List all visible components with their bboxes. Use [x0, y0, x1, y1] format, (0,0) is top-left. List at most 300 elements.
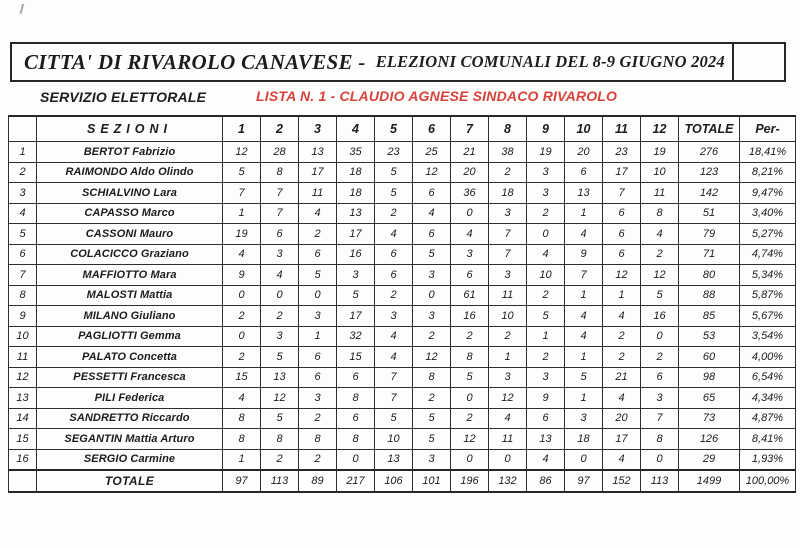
row-total: 60 [679, 347, 740, 368]
vote-count: 5 [299, 265, 337, 286]
vote-count: 3 [413, 306, 451, 327]
row-total: 80 [679, 265, 740, 286]
vote-count: 16 [641, 306, 679, 327]
vote-count: 8 [223, 429, 261, 450]
vote-count: 7 [641, 408, 679, 429]
vote-count: 15 [337, 347, 375, 368]
table-row [9, 347, 796, 368]
header-cell-section: 3 [299, 116, 337, 142]
vote-count: 8 [261, 162, 299, 183]
candidate-name: MAFFIOTTO Mara [37, 265, 223, 286]
vote-count: 12 [489, 388, 527, 409]
vote-count: 20 [603, 408, 641, 429]
vote-count: 5 [451, 367, 489, 388]
row-total: 79 [679, 224, 740, 245]
row-percent: 5,27% [740, 224, 796, 245]
vote-count: 4 [489, 408, 527, 429]
vote-count: 6 [413, 224, 451, 245]
vote-count: 4 [603, 449, 641, 470]
vote-count: 3 [527, 162, 565, 183]
vote-count: 36 [451, 183, 489, 204]
table-row [9, 244, 796, 265]
table-row [9, 203, 796, 224]
vote-count: 19 [527, 142, 565, 163]
vote-count: 13 [527, 429, 565, 450]
vote-count: 0 [527, 224, 565, 245]
row-number: 3 [9, 183, 37, 204]
vote-count: 5 [413, 429, 451, 450]
row-number: 6 [9, 244, 37, 265]
vote-count: 4 [223, 244, 261, 265]
row-number: 10 [9, 326, 37, 347]
total-empty-cell [9, 470, 37, 492]
vote-count: 4 [603, 388, 641, 409]
vote-count: 0 [261, 285, 299, 306]
vote-count: 35 [337, 142, 375, 163]
vote-count: 7 [261, 183, 299, 204]
vote-count: 7 [375, 388, 413, 409]
row-total: 29 [679, 449, 740, 470]
vote-count: 6 [527, 408, 565, 429]
table-row [9, 449, 796, 470]
vote-count: 2 [299, 224, 337, 245]
vote-count: 6 [337, 408, 375, 429]
vote-count: 3 [489, 367, 527, 388]
vote-count: 6 [603, 203, 641, 224]
total-vote-count: 132 [489, 470, 527, 492]
total-percent: 100,00% [740, 470, 796, 492]
row-percent: 4,87% [740, 408, 796, 429]
vote-count: 11 [489, 429, 527, 450]
vote-count: 2 [451, 326, 489, 347]
row-percent: 1,93% [740, 449, 796, 470]
candidate-name: SCHIALVINO Lara [37, 183, 223, 204]
vote-count: 5 [375, 183, 413, 204]
vote-count: 32 [337, 326, 375, 347]
vote-count: 61 [451, 285, 489, 306]
row-total: 53 [679, 326, 740, 347]
row-percent: 9,47% [740, 183, 796, 204]
vote-count: 4 [565, 224, 603, 245]
vote-count: 1 [299, 326, 337, 347]
table-row [9, 285, 796, 306]
row-total: 142 [679, 183, 740, 204]
total-vote-count: 217 [337, 470, 375, 492]
vote-count: 7 [261, 203, 299, 224]
total-vote-count: 97 [565, 470, 603, 492]
vote-count: 7 [223, 183, 261, 204]
header-cell-section: 9 [527, 116, 565, 142]
vote-count: 1 [223, 449, 261, 470]
table-row [9, 142, 796, 163]
vote-count: 10 [375, 429, 413, 450]
vote-count: 17 [337, 224, 375, 245]
candidate-name: SANDRETTO Riccardo [37, 408, 223, 429]
vote-count: 4 [641, 224, 679, 245]
vote-count: 2 [451, 408, 489, 429]
vote-count: 4 [527, 449, 565, 470]
vote-count: 20 [451, 162, 489, 183]
vote-count: 17 [603, 162, 641, 183]
header-cell-totale: TOTALE [679, 116, 740, 142]
vote-count: 0 [641, 326, 679, 347]
vote-count: 7 [489, 244, 527, 265]
vote-count: 5 [413, 244, 451, 265]
vote-count: 9 [527, 388, 565, 409]
vote-count: 2 [489, 326, 527, 347]
vote-count: 8 [299, 429, 337, 450]
row-percent: 5,67% [740, 306, 796, 327]
vote-count: 12 [261, 388, 299, 409]
vote-count: 2 [527, 203, 565, 224]
vote-count: 2 [261, 306, 299, 327]
row-percent: 4,34% [740, 388, 796, 409]
vote-count: 3 [299, 306, 337, 327]
vote-count: 1 [565, 285, 603, 306]
vote-count: 2 [603, 347, 641, 368]
row-number: 15 [9, 429, 37, 450]
table-header [9, 116, 796, 142]
candidate-name: COLACICCO Graziano [37, 244, 223, 265]
vote-count: 3 [261, 244, 299, 265]
vote-count: 0 [565, 449, 603, 470]
vote-count: 8 [337, 388, 375, 409]
candidate-name: SEGANTIN Mattia Arturo [37, 429, 223, 450]
vote-count: 2 [299, 449, 337, 470]
vote-count: 3 [337, 265, 375, 286]
vote-count: 19 [641, 142, 679, 163]
vote-count: 6 [413, 183, 451, 204]
total-vote-count: 152 [603, 470, 641, 492]
table-row [9, 326, 796, 347]
row-percent: 3,40% [740, 203, 796, 224]
vote-count: 5 [413, 408, 451, 429]
row-percent: 4,74% [740, 244, 796, 265]
total-vote-count: 101 [413, 470, 451, 492]
vote-count: 4 [261, 265, 299, 286]
vote-count: 7 [375, 367, 413, 388]
header-cell-section: 4 [337, 116, 375, 142]
table-row [9, 265, 796, 286]
vote-count: 2 [489, 162, 527, 183]
vote-count: 4 [451, 224, 489, 245]
table-row [9, 306, 796, 327]
vote-count: 9 [223, 265, 261, 286]
row-number: 7 [9, 265, 37, 286]
row-number: 12 [9, 367, 37, 388]
vote-count: 20 [565, 142, 603, 163]
vote-count: 23 [375, 142, 413, 163]
vote-count: 6 [299, 244, 337, 265]
vote-count: 2 [299, 408, 337, 429]
vote-count: 13 [565, 183, 603, 204]
vote-count: 18 [337, 183, 375, 204]
total-vote-count: 106 [375, 470, 413, 492]
vote-count: 1 [603, 285, 641, 306]
vote-count: 3 [413, 265, 451, 286]
vote-count: 6 [603, 244, 641, 265]
vote-count: 1 [565, 388, 603, 409]
vote-count: 5 [375, 162, 413, 183]
vote-count: 3 [451, 244, 489, 265]
vote-count: 4 [603, 306, 641, 327]
vote-count: 2 [527, 347, 565, 368]
table-row [9, 429, 796, 450]
vote-count: 19 [223, 224, 261, 245]
header-cell-section: 8 [489, 116, 527, 142]
vote-count: 12 [603, 265, 641, 286]
row-number: 5 [9, 224, 37, 245]
table-row [9, 408, 796, 429]
vote-count: 3 [261, 326, 299, 347]
row-number: 11 [9, 347, 37, 368]
vote-count: 21 [603, 367, 641, 388]
vote-count: 2 [223, 306, 261, 327]
header-cell-per: Per- [740, 116, 796, 142]
vote-count: 4 [565, 306, 603, 327]
title-spare-cell [732, 44, 784, 80]
vote-count: 8 [641, 429, 679, 450]
vote-count: 5 [527, 306, 565, 327]
vote-count: 8 [413, 367, 451, 388]
header-cell-sezioni: SEZIONI [37, 116, 223, 142]
vote-count: 2 [413, 326, 451, 347]
vote-count: 6 [299, 367, 337, 388]
results-tbody [9, 142, 796, 492]
vote-count: 1 [527, 326, 565, 347]
vote-count: 17 [299, 162, 337, 183]
total-vote-count: 196 [451, 470, 489, 492]
vote-count: 8 [337, 429, 375, 450]
vote-count: 1 [565, 203, 603, 224]
row-number: 9 [9, 306, 37, 327]
vote-count: 4 [375, 326, 413, 347]
vote-count: 2 [641, 347, 679, 368]
vote-count: 12 [641, 265, 679, 286]
header-cell-empty [9, 116, 37, 142]
vote-count: 9 [565, 244, 603, 265]
vote-count: 1 [565, 347, 603, 368]
total-vote-count: 86 [527, 470, 565, 492]
row-number: 1 [9, 142, 37, 163]
vote-count: 11 [489, 285, 527, 306]
candidate-name: PESSETTI Francesca [37, 367, 223, 388]
row-total: 71 [679, 244, 740, 265]
candidate-name: PILI Federica [37, 388, 223, 409]
total-vote-count: 113 [641, 470, 679, 492]
table-row [9, 162, 796, 183]
vote-count: 3 [413, 449, 451, 470]
row-total: 88 [679, 285, 740, 306]
vote-count: 23 [603, 142, 641, 163]
total-row [9, 470, 796, 492]
candidate-name: CAPASSO Marco [37, 203, 223, 224]
vote-count: 3 [375, 306, 413, 327]
vote-count: 28 [261, 142, 299, 163]
vote-count: 6 [261, 224, 299, 245]
row-percent: 5,87% [740, 285, 796, 306]
row-total: 51 [679, 203, 740, 224]
vote-count: 13 [261, 367, 299, 388]
vote-count: 4 [223, 388, 261, 409]
vote-count: 17 [337, 306, 375, 327]
vote-count: 5 [261, 408, 299, 429]
vote-count: 3 [489, 203, 527, 224]
header-cell-section: 11 [603, 116, 641, 142]
row-percent: 6,54% [740, 367, 796, 388]
vote-count: 8 [451, 347, 489, 368]
vote-count: 0 [489, 449, 527, 470]
vote-count: 8 [641, 203, 679, 224]
vote-count: 4 [299, 203, 337, 224]
vote-count: 5 [223, 162, 261, 183]
vote-count: 6 [299, 347, 337, 368]
vote-count: 8 [223, 408, 261, 429]
vote-count: 1 [223, 203, 261, 224]
vote-count: 4 [375, 224, 413, 245]
vote-count: 6 [565, 162, 603, 183]
vote-count: 38 [489, 142, 527, 163]
vote-count: 4 [527, 244, 565, 265]
total-vote-count: 89 [299, 470, 337, 492]
vote-count: 12 [223, 142, 261, 163]
vote-count: 2 [223, 347, 261, 368]
candidate-name: MILANO Giuliano [37, 306, 223, 327]
table-row [9, 183, 796, 204]
row-total: 123 [679, 162, 740, 183]
vote-count: 2 [261, 449, 299, 470]
vote-count: 25 [413, 142, 451, 163]
vote-count: 4 [565, 326, 603, 347]
row-total: 276 [679, 142, 740, 163]
vote-count: 16 [451, 306, 489, 327]
row-percent: 18,41% [740, 142, 796, 163]
row-total: 98 [679, 367, 740, 388]
row-number: 16 [9, 449, 37, 470]
table-row [9, 388, 796, 409]
header-cell-section: 1 [223, 116, 261, 142]
row-number: 13 [9, 388, 37, 409]
vote-count: 11 [299, 183, 337, 204]
vote-count: 13 [299, 142, 337, 163]
vote-count: 5 [261, 347, 299, 368]
vote-count: 6 [603, 224, 641, 245]
vote-count: 5 [375, 408, 413, 429]
candidate-name: SERGIO Carmine [37, 449, 223, 470]
table-row [9, 224, 796, 245]
vote-count: 5 [337, 285, 375, 306]
vote-count: 12 [413, 347, 451, 368]
vote-count: 12 [413, 162, 451, 183]
vote-count: 2 [641, 244, 679, 265]
row-total: 126 [679, 429, 740, 450]
vote-count: 2 [603, 326, 641, 347]
candidate-name: RAIMONDO Aldo Olindo [37, 162, 223, 183]
vote-count: 3 [565, 408, 603, 429]
vote-count: 3 [527, 367, 565, 388]
vote-count: 10 [489, 306, 527, 327]
vote-count: 6 [375, 265, 413, 286]
row-number: 14 [9, 408, 37, 429]
row-percent: 3,54% [740, 326, 796, 347]
vote-count: 11 [641, 183, 679, 204]
candidate-name: PALATO Concetta [37, 347, 223, 368]
vote-count: 3 [527, 183, 565, 204]
vote-count: 6 [337, 367, 375, 388]
vote-count: 3 [299, 388, 337, 409]
vote-count: 0 [337, 449, 375, 470]
row-percent: 5,34% [740, 265, 796, 286]
vote-count: 10 [641, 162, 679, 183]
vote-count: 13 [337, 203, 375, 224]
vote-count: 7 [489, 224, 527, 245]
row-total: 65 [679, 388, 740, 409]
total-vote-count: 97 [223, 470, 261, 492]
vote-count: 0 [299, 285, 337, 306]
header-cell-section: 12 [641, 116, 679, 142]
vote-count: 0 [413, 285, 451, 306]
vote-count: 6 [641, 367, 679, 388]
vote-count: 18 [489, 183, 527, 204]
vote-count: 13 [375, 449, 413, 470]
header-cell-section: 6 [413, 116, 451, 142]
vote-count: 2 [413, 388, 451, 409]
candidate-name: BERTOT Fabrizio [37, 142, 223, 163]
row-total: 85 [679, 306, 740, 327]
vote-count: 0 [223, 285, 261, 306]
candidate-name: CASSONI Mauro [37, 224, 223, 245]
candidate-name: MALOSTI Mattia [37, 285, 223, 306]
header-cell-section: 7 [451, 116, 489, 142]
vote-count: 16 [337, 244, 375, 265]
vote-count: 2 [375, 285, 413, 306]
vote-count: 3 [489, 265, 527, 286]
vote-count: 6 [451, 265, 489, 286]
vote-count: 21 [451, 142, 489, 163]
vote-count: 4 [413, 203, 451, 224]
header-cell-section: 2 [261, 116, 299, 142]
vote-count: 5 [641, 285, 679, 306]
vote-count: 4 [375, 347, 413, 368]
vote-count: 5 [565, 367, 603, 388]
results-table [8, 115, 796, 493]
header-cell-section: 10 [565, 116, 603, 142]
vote-count: 0 [451, 203, 489, 224]
vote-count: 18 [565, 429, 603, 450]
row-percent: 8,41% [740, 429, 796, 450]
row-percent: 8,21% [740, 162, 796, 183]
vote-count: 0 [641, 449, 679, 470]
vote-count: 0 [451, 388, 489, 409]
header-cell-section: 5 [375, 116, 413, 142]
vote-count: 15 [223, 367, 261, 388]
vote-count: 17 [603, 429, 641, 450]
header-row [9, 116, 796, 142]
document-title-detail: ELEZIONI COMUNALI DEL 8-9 GIUGNO 2024 [375, 52, 725, 71]
list-title: LISTA N. 1 - CLAUDIO AGNESE SINDACO RIVAROLO [256, 88, 618, 104]
service-label: SERVIZIO ELETTORALE [40, 89, 207, 105]
vote-count: 12 [451, 429, 489, 450]
vote-count: 2 [527, 285, 565, 306]
row-number: 8 [9, 285, 37, 306]
vote-count: 2 [375, 203, 413, 224]
vote-count: 7 [603, 183, 641, 204]
vote-count: 8 [261, 429, 299, 450]
vote-count: 10 [527, 265, 565, 286]
document-title: CITTA' DI RIVAROLO CANAVESE - [24, 49, 366, 74]
row-number: 4 [9, 203, 37, 224]
total-label: TOTALE [37, 470, 223, 492]
